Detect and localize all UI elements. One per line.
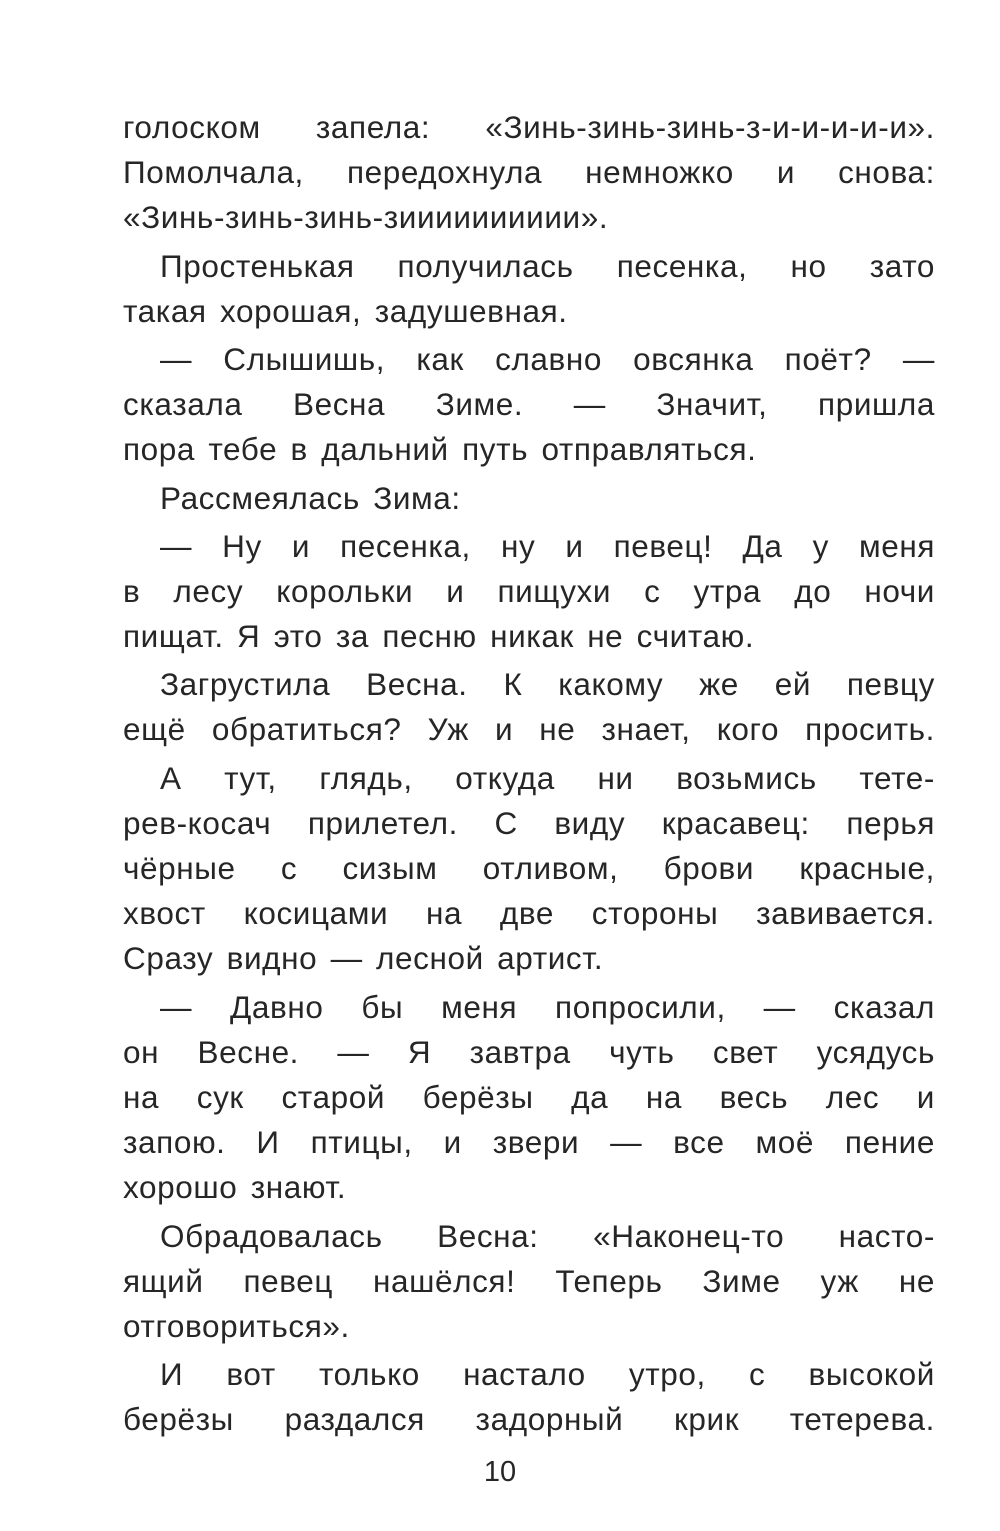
text-line: он Весне. — Я завтра чуть свет усядусь [123,1033,935,1070]
page-text-body [123,105,935,1445]
text-line: — Ну и песенка, ну и певец! Да у меня [160,527,935,564]
text-line: — Слышишь, как славно овсянка поёт? — [160,340,935,377]
text-line: запою. И птицы, и звери — все моё пение [123,1124,935,1161]
text-line: на сук старой берёзы да на весь лес и [123,1078,935,1115]
text-line: ящий певец нашёлся! Теперь Зиме уж не [123,1262,935,1299]
text-line: А тут, глядь, откуда ни возьмись тете- [160,759,935,796]
text-line: Загрустила Весна. К какому же ей певцу [160,666,935,703]
paragraph-6 [123,662,935,752]
text-line: отговориться». [123,1307,350,1344]
text-line: пищат. Я это за песню никак не считаю. [123,618,755,655]
text-line: хорошо знают. [123,1169,347,1206]
text-line: ещё обратиться? Уж и не знает, кого просить. [123,711,935,748]
text-line: берёзы раздался задорный крик тетерева. [123,1401,935,1438]
paragraph-5 [123,524,935,660]
text-line: Простенькая получилась песенка, но зато [160,247,935,284]
text-line: в лесу корольки и пищухи с утра до ночи [123,572,935,609]
text-line: «Зинь-зинь-зинь-зииииииииии». [123,199,609,236]
text-line: хвост косицами на две стороны завивается. [123,895,935,932]
paragraph-9 [123,1214,935,1350]
text-line: Рассмеялась Зима: [160,479,461,516]
paragraph-3 [123,337,935,473]
text-line: такая хорошая, задушевная. [123,292,568,329]
text-line: Обрадовалась Весна: «Наконец-то насто- [160,1217,935,1254]
text-line: чёрные с сизым отливом, брови красные, [123,850,935,886]
text-line: пора тебе в дальний путь отправляться. [123,431,757,468]
paragraph-7 [123,756,935,982]
text-line: сказала Весна Зиме. — Значит, пришла [123,386,935,423]
text-line: Помолчала, передохнула немножко и снова: [123,154,935,191]
paragraph-4 [123,476,935,521]
paragraph-8 [123,985,935,1211]
paragraph-2 [123,244,935,334]
paragraph-1 [123,105,935,241]
text-line: голоском запела: «Зинь-зинь-зинь-з-и-и-и-и-и». [123,109,935,145]
page-number: 10 [483,1456,517,1488]
paragraph-10 [123,1352,935,1442]
text-line: — Давно бы меня попросили, — сказал [160,988,935,1025]
text-line: Сразу видно — лесной артист. [123,940,604,977]
text-line: И вот только настало утро, с высокой [160,1356,935,1393]
text-line: рев-косач прилетел. С виду красавец: перья [123,804,935,841]
